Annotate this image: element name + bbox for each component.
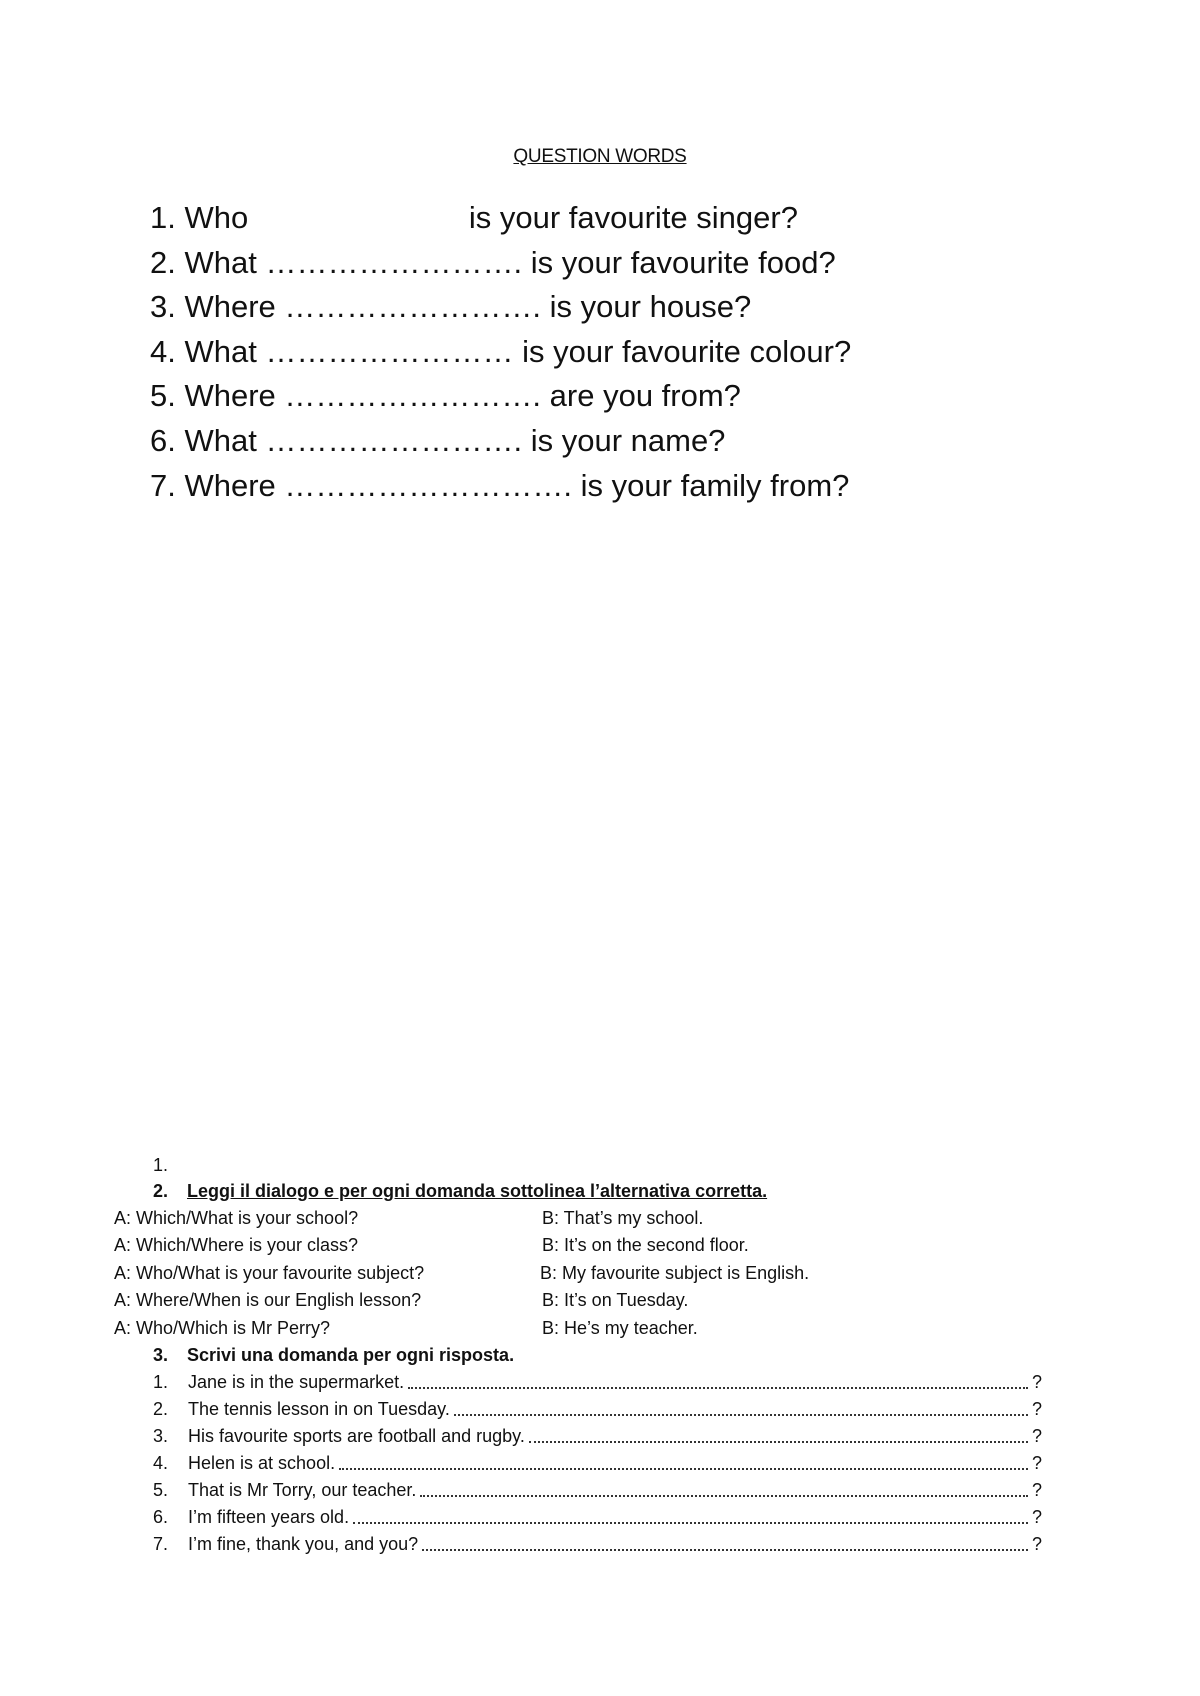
answer-question-mark: ?: [1032, 1506, 1043, 1527]
question-word: Who: [184, 200, 249, 235]
question-line: [150, 464, 851, 509]
answer-list: [114, 1369, 1043, 1558]
answer-row: [114, 1477, 1043, 1504]
answer-text: I’m fine, thank you, and you?: [188, 1533, 419, 1554]
answer-text: Helen is at school.: [188, 1452, 336, 1473]
question-rest: are you from?: [549, 378, 741, 414]
question-word: Where: [184, 467, 276, 503]
answer-text: That is Mr Torry, our teacher.: [188, 1479, 417, 1500]
answer-text: Jane is in the supermarket.: [188, 1371, 405, 1392]
question-rest: is your name?: [530, 422, 726, 458]
answer-question-mark: ?: [1032, 1371, 1043, 1392]
answer-blank[interactable]: …………………….: [284, 378, 542, 414]
question-write-line[interactable]: [408, 1387, 1028, 1389]
answer-blank[interactable]: …………………….: [284, 289, 542, 325]
question-word: What: [184, 244, 257, 280]
question-number: 1.: [150, 200, 176, 235]
dialogue-question[interactable]: A: Which/What is your school?: [114, 1208, 359, 1228]
question-word: Where: [184, 289, 276, 325]
question-word: What: [184, 422, 257, 458]
page-title: QUESTION WORDS: [513, 146, 687, 167]
question-write-line[interactable]: [339, 1468, 1028, 1470]
dialogue-answer: B: It’s on the second floor.: [542, 1235, 749, 1256]
answer-row: [114, 1450, 1043, 1477]
question-line: [150, 285, 851, 330]
question-line: [150, 330, 851, 375]
question-write-line[interactable]: [420, 1495, 1028, 1497]
dialogue-row: [114, 1287, 767, 1314]
section-3-instruction: Scrivi una domanda per ogni risposta.: [187, 1344, 515, 1365]
answer-number: 5.: [153, 1479, 169, 1500]
section-1-number: 1.: [153, 1155, 169, 1175]
dialogue-answer: B: He’s my teacher.: [542, 1317, 698, 1338]
answer-question-mark: ?: [1032, 1533, 1043, 1554]
dialogue-answer: B: It’s on Tuesday.: [542, 1290, 689, 1311]
question-rest: is your house?: [549, 289, 752, 325]
question-line: [150, 419, 851, 464]
answer-blank[interactable]: ……………………….: [284, 467, 573, 503]
dialogue-row: [114, 1232, 767, 1259]
answer-row: [114, 1531, 1043, 1558]
dialogue-question[interactable]: A: Who/Which is Mr Perry?: [114, 1317, 331, 1338]
answer-text: His favourite sports are football and rugby.: [188, 1425, 525, 1446]
answer-number: 6.: [153, 1506, 169, 1527]
section-2-heading: [114, 1178, 767, 1205]
answer-question-mark: ?: [1032, 1398, 1043, 1419]
dialogue-row: [114, 1205, 767, 1232]
question-line: [150, 374, 851, 419]
question-word: Where: [184, 378, 276, 414]
answer-number: 2.: [153, 1398, 169, 1419]
answer-number: 4.: [153, 1452, 169, 1473]
section-2-number: 2.: [153, 1181, 169, 1201]
question-write-line[interactable]: [422, 1549, 1028, 1551]
question-write-line[interactable]: [454, 1414, 1028, 1416]
answer-row: [114, 1504, 1043, 1531]
question-words-list: [150, 196, 851, 508]
question-number: 3.: [150, 289, 176, 325]
answer-number: 1.: [153, 1371, 169, 1392]
dialogue-question[interactable]: A: Which/Where is your class?: [114, 1235, 359, 1256]
answer-blank[interactable]: …………………….: [265, 422, 523, 458]
question-rest: is your favourite colour?: [522, 333, 852, 369]
answer-row: [114, 1396, 1043, 1423]
dialogue-row: [114, 1315, 767, 1342]
answer-text: The tennis lesson in on Tuesday.: [188, 1398, 450, 1419]
question-line: [150, 196, 851, 241]
answer-row: [114, 1423, 1043, 1450]
answer-question-mark: ?: [1032, 1479, 1043, 1500]
answer-question-mark: ?: [1032, 1452, 1043, 1473]
dialogue-answer: B: My favourite subject is English.: [540, 1262, 810, 1283]
answer-blank[interactable]: ……………………: [265, 333, 514, 369]
question-rest: is your family from?: [580, 467, 850, 503]
answer-question-mark: ?: [1032, 1425, 1043, 1446]
section-3-number: 3.: [153, 1344, 169, 1365]
question-number: 4.: [150, 333, 176, 369]
dialogue-question[interactable]: A: Who/What is your favourite subject?: [114, 1262, 425, 1283]
question-number: 2.: [150, 244, 176, 280]
section-3-heading: [114, 1342, 767, 1369]
question-write-line[interactable]: [529, 1441, 1028, 1443]
dialogue-question[interactable]: A: Where/When is our English lesson?: [114, 1290, 422, 1311]
question-write-line[interactable]: [353, 1522, 1028, 1524]
question-rest: is your favourite singer?: [468, 200, 798, 235]
question-rest: is your favourite food?: [530, 244, 836, 280]
answer-row: [114, 1369, 1043, 1396]
answer-number: 3.: [153, 1425, 169, 1446]
exercises-block: [114, 1178, 1043, 1558]
question-number: 6.: [150, 422, 176, 458]
answer-blank[interactable]: …………………….: [265, 244, 523, 280]
question-word: What: [184, 333, 257, 369]
dialogue-row: [114, 1260, 810, 1287]
answer-number: 7.: [153, 1533, 169, 1554]
section-2-instruction: Leggi il dialogo e per ogni domanda sottolinea l’alternativa corretta.: [187, 1181, 768, 1201]
question-number: 5.: [150, 378, 176, 414]
question-number: 7.: [150, 467, 176, 503]
question-line: [150, 241, 851, 286]
dialogue-answer: B: That’s my school.: [542, 1208, 704, 1228]
answer-text: I’m fifteen years old.: [188, 1506, 350, 1527]
